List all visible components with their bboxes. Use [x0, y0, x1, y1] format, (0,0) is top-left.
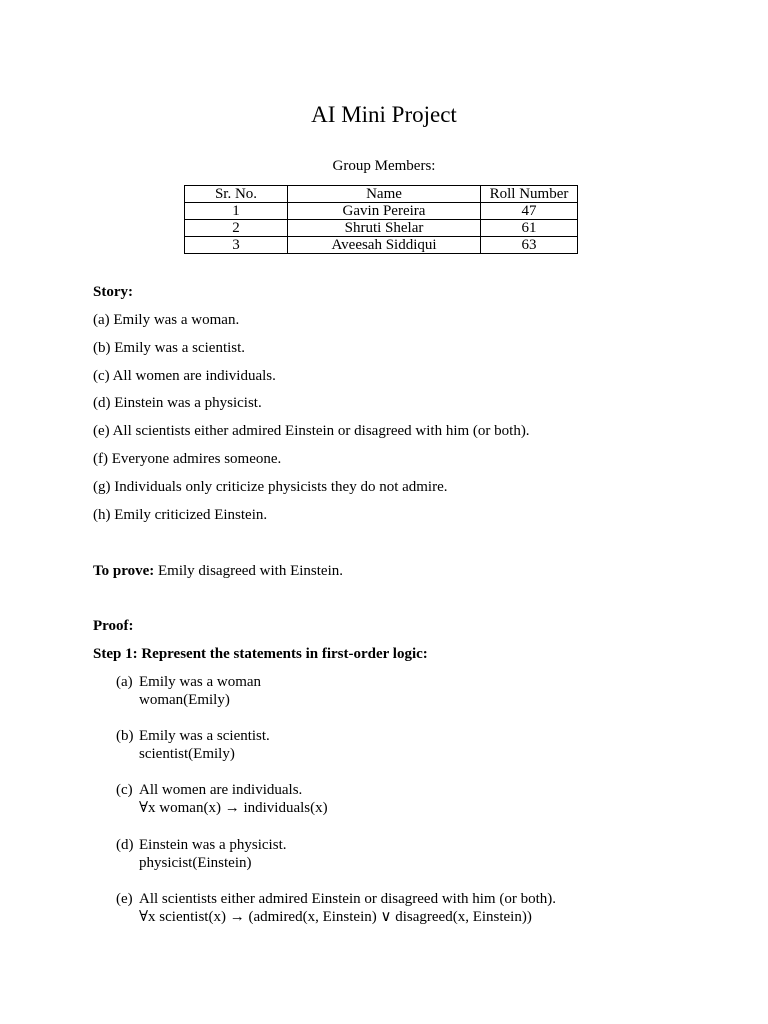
- fol-marker: (c): [116, 782, 133, 798]
- story-heading: Story:: [93, 284, 133, 300]
- story-line: (e) All scientists either admired Einstein or disagreed with him (or both).: [93, 423, 530, 439]
- fol-formula: scientist(Emily): [139, 746, 235, 762]
- group-members-label: Group Members:: [332, 158, 436, 174]
- table-cell-name: Gavin Pereira: [288, 203, 481, 220]
- story-line: (f) Everyone admires someone.: [93, 451, 282, 467]
- table-header-name: Name: [288, 186, 481, 203]
- story-line: (g) Individuals only criticize physicists they do not admire.: [93, 479, 448, 495]
- table-row: [185, 203, 578, 220]
- fol-marker: (a): [116, 674, 133, 690]
- table-row: [185, 237, 578, 254]
- fol-statement: All women are individuals.: [139, 782, 303, 798]
- to-prove-label: To prove:: [93, 563, 155, 579]
- table-row: [185, 220, 578, 237]
- table-header-sr-no: Sr. No.: [185, 186, 288, 203]
- story-line: (b) Emily was a scientist.: [93, 340, 246, 356]
- table-cell-sr-no: 1: [185, 203, 288, 220]
- story-line: (h) Emily criticized Einstein.: [93, 507, 268, 523]
- fol-statement: Emily was a scientist.: [139, 728, 270, 744]
- table-cell-roll-number: 47: [481, 203, 578, 220]
- table-cell-name: Shruti Shelar: [288, 220, 481, 237]
- table-header-row: [185, 186, 578, 203]
- story-line: (a) Emily was a woman.: [93, 312, 240, 328]
- story-line: (d) Einstein was a physicist.: [93, 395, 262, 411]
- fol-statement: Einstein was a physicist.: [139, 837, 287, 853]
- fol-formula: ∀x scientist(x) → (admired(x, Einstein) ∨ disagreed(x, Einstein)): [139, 909, 532, 925]
- group-members-table: [184, 185, 578, 254]
- fol-formula: ∀x woman(x) → individuals(x): [139, 800, 328, 816]
- fol-statement: Emily was a woman: [139, 674, 262, 690]
- table-cell-sr-no: 2: [185, 220, 288, 237]
- table-cell-roll-number: 61: [481, 220, 578, 237]
- table-cell-name: Aveesah Siddiqui: [288, 237, 481, 254]
- to-prove-statement: [93, 562, 343, 580]
- proof-heading: Proof:: [93, 618, 134, 634]
- table-cell-roll-number: 63: [481, 237, 578, 254]
- fol-formula: woman(Emily): [139, 692, 230, 708]
- fol-marker: (e): [116, 891, 133, 907]
- fol-marker: (b): [116, 728, 134, 744]
- document-title: AI Mini Project: [311, 102, 457, 127]
- table-header-roll-number: Roll Number: [481, 186, 578, 203]
- fol-statement: All scientists either admired Einstein or disagreed with him (or both).: [139, 891, 556, 907]
- to-prove-text: Emily disagreed with Einstein.: [154, 563, 343, 579]
- step1-heading: Step 1: Represent the statements in first-order logic:: [93, 646, 428, 662]
- fol-formula: physicist(Einstein): [139, 855, 252, 871]
- table-cell-sr-no: 3: [185, 237, 288, 254]
- story-line: (c) All women are individuals.: [93, 368, 276, 384]
- fol-marker: (d): [116, 837, 134, 853]
